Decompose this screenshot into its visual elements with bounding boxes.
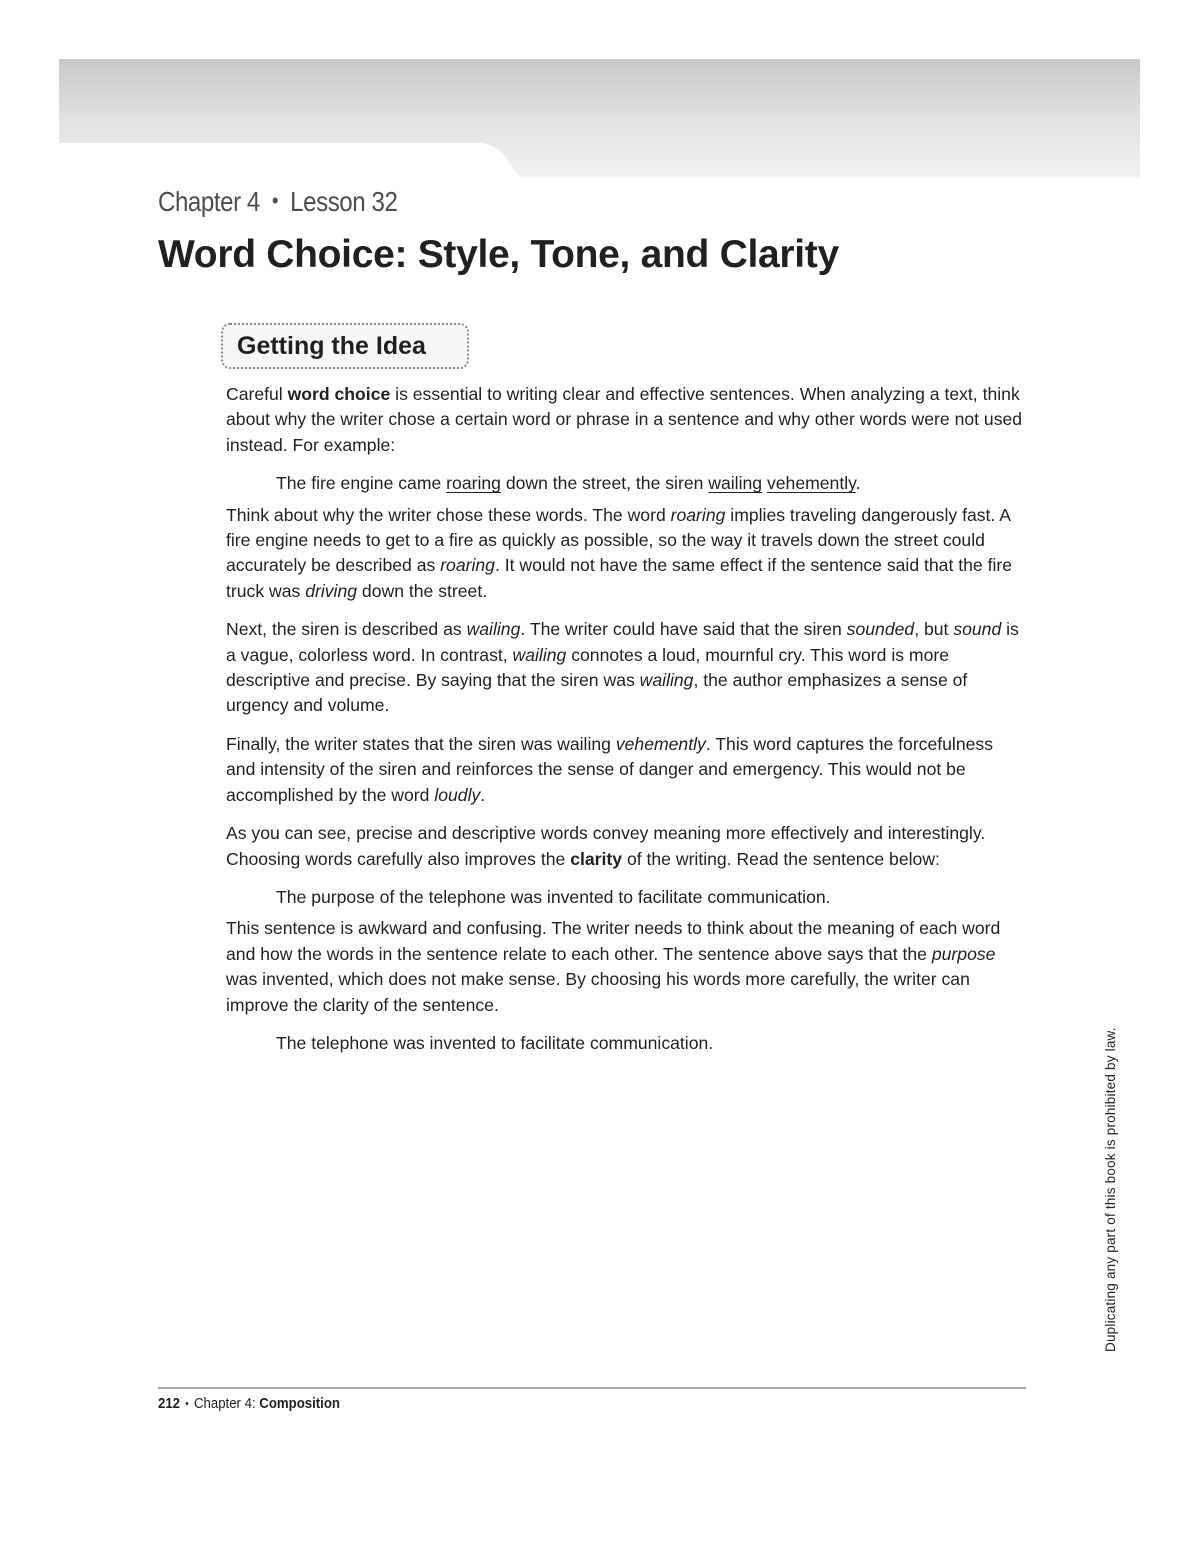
chapter-lesson-label <box>158 186 397 218</box>
text-run: . The writer could have said that the siren <box>520 619 847 640</box>
chapter-label: Chapter 4 <box>158 186 260 217</box>
paragraph <box>226 916 1026 1018</box>
text-run: . <box>480 784 486 805</box>
italic-word: driving <box>305 580 358 601</box>
underlined-word: vehemently <box>766 473 856 494</box>
text-run: As you can see, precise and descriptive words convey meaning more effectively and interestingly. Choosing words carefully also improves the <box>226 823 986 869</box>
footer-chapter-name: Composition <box>259 1395 340 1412</box>
example-sentence <box>276 471 1026 496</box>
text-run: , but <box>914 619 954 640</box>
key-term: word choice <box>287 384 391 404</box>
text-run: down the street. <box>357 580 488 601</box>
italic-word: vehemently <box>615 733 706 754</box>
text-run: . <box>855 473 861 494</box>
page-number: 212 <box>158 1395 181 1412</box>
underlined-word: wailing <box>708 473 763 494</box>
text-run: is essential to writing clear and effective sentences. When analyzing a text, think about why the writer chose a certain word or phrase in a sentence and why other words were not used instead. For example: <box>226 384 1023 455</box>
text-run: was invented, which does not make sense. By choosing his words more carefully, the writer can improve the clarity of the sentence. <box>226 969 970 1015</box>
footer-divider <box>158 1387 1026 1389</box>
italic-word: wailing <box>512 644 567 665</box>
text-run: of the writing. Read the sentence below: <box>622 848 940 869</box>
text-run: is a vague, colorless word. In contrast, <box>226 619 1019 665</box>
footer-chapter-prefix: Chapter 4: <box>193 1395 260 1412</box>
italic-word: loudly <box>434 784 481 805</box>
text-run: down the street, the siren <box>500 473 709 494</box>
key-term: clarity <box>570 848 623 869</box>
paragraph <box>226 503 1026 605</box>
text-run: Careful <box>226 384 288 404</box>
text-run: Next, the siren is described as <box>226 619 467 640</box>
text-run: The fire engine came <box>276 473 447 494</box>
underlined-word: roaring <box>446 473 501 494</box>
italic-word: wailing <box>639 670 694 691</box>
lesson-label: Lesson 32 <box>290 186 398 217</box>
italic-word: roaring <box>670 504 726 525</box>
italic-word: sounded <box>846 619 915 640</box>
text-run: Think about why the writer chose these words. The word <box>226 504 671 525</box>
text-run: Finally, the writer states that the siren was wailing <box>226 733 616 754</box>
text-run: . It would not have the same effect if the sentence said that the fire truck was <box>226 555 1013 601</box>
header-band <box>59 59 1140 177</box>
paragraph <box>226 821 1026 872</box>
lesson-content <box>226 382 1026 1062</box>
text-run: connotes a loud, mournful cry. This word is more descriptive and precise. By saying that the siren was <box>226 644 949 691</box>
italic-word: wailing <box>466 619 521 640</box>
text-run: implies traveling dangerously fast. A fire engine needs to get to a fire as quickly as possible, so the way it travels down the street could accurately be described as <box>226 504 1010 576</box>
chapter-separator: • <box>271 188 279 213</box>
page-title: Word Choice: Style, Tone, and Clarity <box>158 233 839 276</box>
italic-word: sound <box>953 619 1002 640</box>
paragraph <box>226 382 1026 458</box>
text-run: . This word captures the forcefulness and intensity of the siren and reinforces the sense of danger and emergency. This would not be accomplished by the word <box>226 733 994 805</box>
page-footer <box>158 1395 340 1412</box>
text-run: This sentence is awkward and confusing. The writer needs to think about the meaning of each word and how the words in the sentence relate to each other. The sentence above says that the <box>226 918 1001 964</box>
section-tab <box>221 323 469 369</box>
footer-separator: • <box>185 1398 189 1410</box>
text-run: , the author emphasizes a sense of urgency and volume. <box>226 670 968 716</box>
example-sentence: The telephone was invented to facilitate communication. <box>276 1032 714 1053</box>
italic-word: purpose <box>931 943 996 964</box>
paragraph <box>226 732 1026 808</box>
italic-word: roaring <box>440 555 495 576</box>
copyright-notice: Duplicating any part of this book is prohibited by law. <box>1103 1027 1118 1352</box>
example-sentence: The purpose of the telephone was invented to facilitate communication. <box>276 886 831 907</box>
paragraph <box>226 617 1026 719</box>
section-tab-label: Getting the Idea <box>237 332 426 360</box>
